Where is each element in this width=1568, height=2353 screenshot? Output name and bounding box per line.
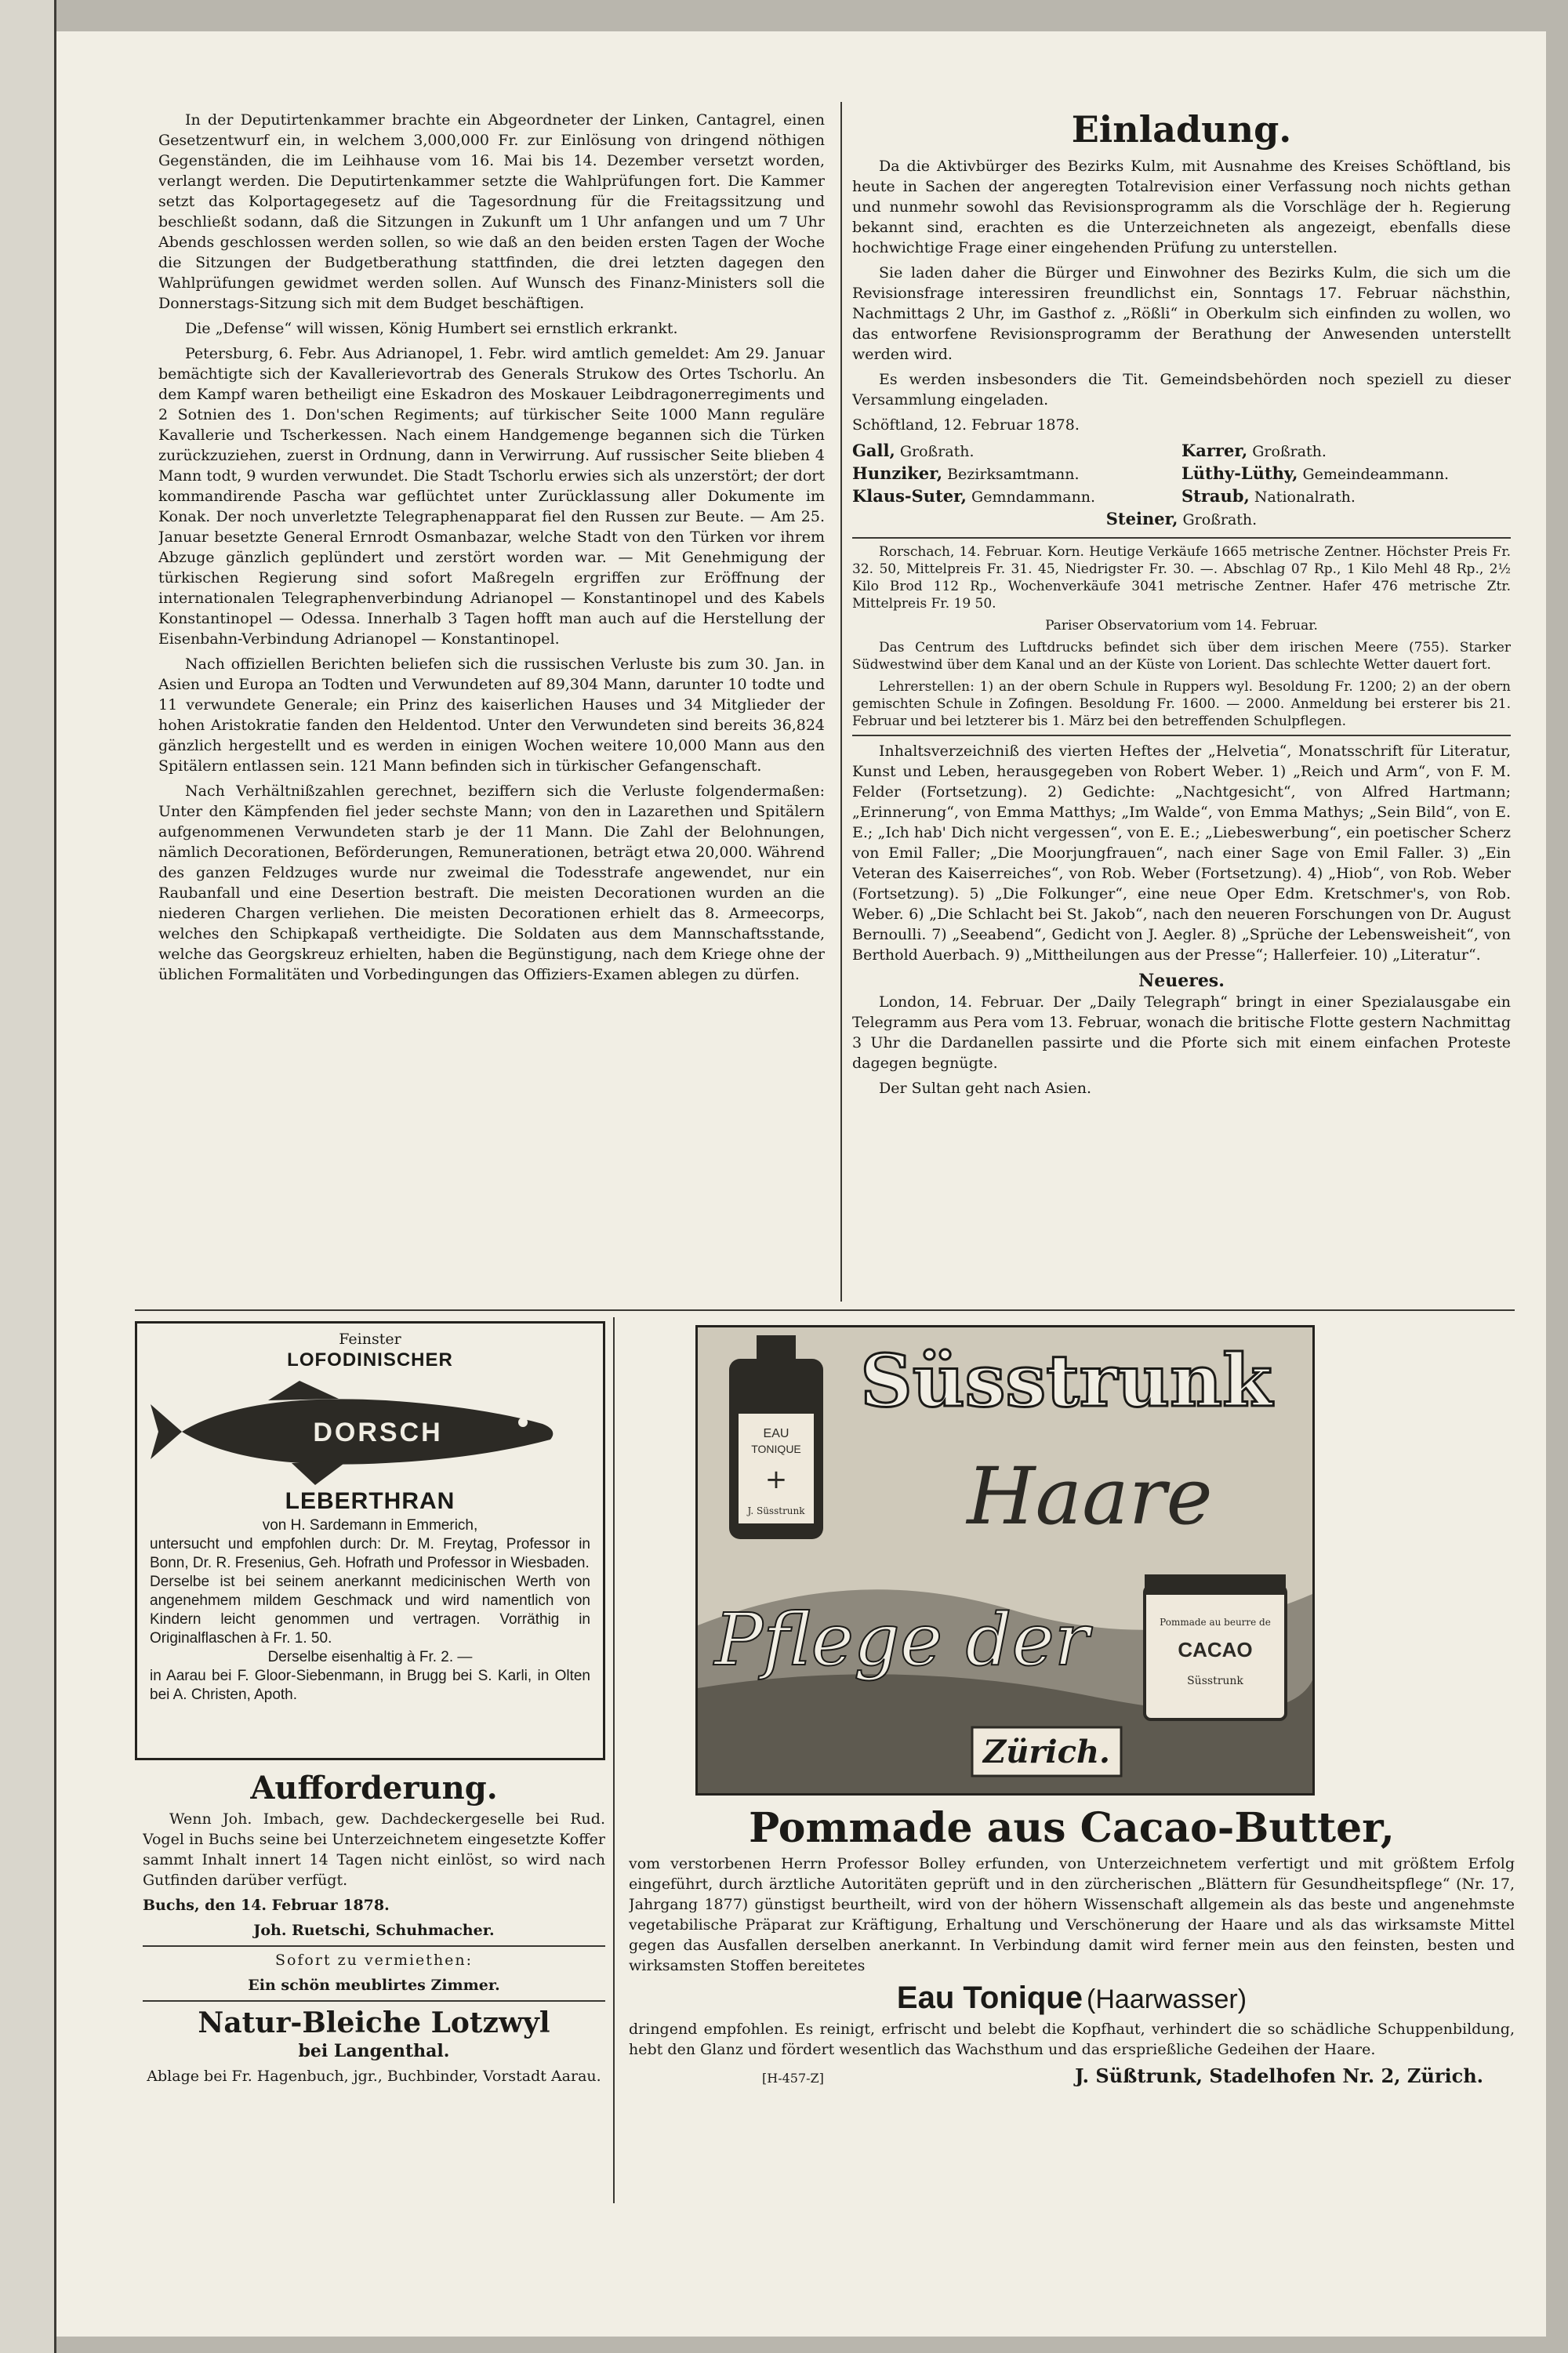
suesstrunk-illustration: [695, 1325, 1315, 1796]
fish-illustration: [151, 1377, 590, 1487]
pommade-headline: Pommade aus Cacao-Butter,: [749, 1804, 1395, 1852]
market-report: Rorschach, 14. Februar. Korn. Heutige Verkäufe 1665 metrische Zentner. Höchster Preis Fr. 32. 50, Mittelpreis Fr. 31. 45, Niedrigster Fr. 30. —. Abschlag 07 Rp., 1 Kilo Mehl 48 Rp., 2½ Kilo Brod 112 Rp., Wochenverkäufe 3041 metrische Zentner. Hafer 476 metrische Ztr. Mittelpreis Fr. 19 50.: [852, 544, 1511, 612]
ad-footer: [629, 2064, 1515, 2087]
suesstrunk-ad-text: [629, 1803, 1515, 2242]
news-column-left: [158, 110, 825, 1302]
ads-column-divider: [613, 1317, 615, 2203]
ad-signature: J. Süßtrunk, Stadelhofen Nr. 2, Zürich.: [1075, 2064, 1483, 2087]
eau-tonique-paren: (Haarwasser): [1087, 1984, 1247, 2014]
ad-line: Derselbe eisenhaltig à Fr. 2. —: [267, 1649, 473, 1665]
eau-tonique-name: Eau Tonique: [896, 1981, 1083, 2015]
notices-column-right: [852, 106, 1511, 1305]
einladung-paragraph: Es werden insbesonders die Tit. Gemeindsbehörden noch speziell zu dieser Versammlung eingeladen.: [852, 371, 1511, 409]
jar-label: Pommade au beurre de: [1160, 1617, 1271, 1628]
ad-line: untersucht und empfohlen durch: Dr. M. Freytag, Professor in Bonn, Dr. R. Fresenius, Geh. Hofrath und Professor in Wiesbaden.: [150, 1536, 590, 1571]
fish-label: DORSCH: [313, 1418, 443, 1447]
neueres-paragraph: Der Sultan geht nach Asien.: [879, 1080, 1092, 1097]
zimmer-line: Ein schön meublirtes Zimmer.: [248, 1977, 500, 1994]
news-paragraph: In der Deputirtenkammer brachte ein Abgeordneter der Linken, Cantagrel, einen Gesetzentwurf ein, in welchem 3,000,000 Fr. zur Einlösung von dringend nöthigen Gegenständen, die im Leihhause vom 16. Mai bis 14. Dezember versetzt worden, verlangt werden. Die Deputirtenkammer setzte die Wahlprüfungen fort. Die Kammer setzt das Kolportagegesetz auf die Tagesordnung für die Freitagssitzung und beschließt sodann, daß die Sitzungen in Zukunft um 1 Uhr anfangen und um 7 Uhr Abends geschlossen werden sollen, so wie daß an den beiden ersten Tagen der Woche die Sitzungen der Budgetberathung stattfinden, die drei letzten dagegen den Wahlprüfungen gewidmet werden sollen. Auf Wunsch des Finanz-Ministers soll die Donnerstags-Sitzung sich mit dem Budget beschäftigen.: [158, 111, 825, 312]
einladung-paragraph: Sie laden daher die Bürger und Einwohner des Bezirks Kulm, die sich um die Revisionsfrage interessiren freundlichst ein, Sonntags 17. Februar nächsthin, Nachmittags 2 Uhr, im Gasthof z. „Rößli“ in Oberkulm sich einfinden zu wollen, wo das entworfene Revisionsprogramm der Berathung der Anwesenden unterstellt werden wird.: [852, 264, 1511, 363]
einladung-paragraph: Da die Aktivbürger des Bezirks Kulm, mit Ausnahme des Kreises Schöftland, bis heute in Sachen der angeregten Totalrevision einer Verfassung noch nichts gethan und nunmehr sowohl das Revisionsprogramm als die Vorschläge der h. Regierung bekannt sind, erachten es die Unterzeichneten als angezeigt, ebenfalls diese hochwichtige Frage einer eingehenden Prüfung zu unterstellen.: [852, 158, 1511, 256]
helvetia-contents: Inhaltsverzeichniß des vierten Heftes der „Helvetia“, Monatsschrift für Literatur, Kunst und Leben, herausgegeben von Robert Weber. 1) „Reich und Arm“, von F. M. Felder (Fortsetzung). 2) Gedichte: „Nachtgesicht“, von Alfred Hartmann; „Erinnerung“, von Emma Matthys; „Im Walde“, von Emma Mathys; „Sein Bild“, von E. E.; „Ich hab' Dich nicht vergessen“, von E. E.; „Liebeswerbung“, ein poetischer Scherz von Emil Faller; „Die Moorjungfrauen“, nach einer Sage von Emil Faller. 3) „Ein Veteran des Kaiserreiches“, von Rob. Weber (Fortsetzung). 4) „Hiob“, von Rob. Weber (Fortsetzung). 5) „Die Folkunger“, eine neue Oper Edm. Kretschmer's, von Rob. Weber. 6) „Die Schlacht bei St. Jakob“, nach den neueren Forschungen von Dr. August Bernoulli. 7) „Seeabend“, Gedicht von J. Aegler. 8) „Sprüche der Lebensweisheit“, von Berthold Auerbach. 9) „Mittheilungen aus der Presse“; Hallerfeier. 10) „Literatur“.: [852, 743, 1511, 964]
aufforderung-signature: Joh. Ruetschi, Schuhmacher.: [253, 1922, 495, 1939]
news-paragraph: Nach offiziellen Berichten beliefen sich die russischen Verluste bis zum 30. Jan. in Asien und Europa an Todten und Verwundeten auf 89,304 Mann, darunter 10 todte und 11 verwundete Generale; ein Prinz des kaiserlichen Hauses und 34 Mitglieder der hohen Aristokratie fanden den Heldentod. Unter den Verwundeten sind bereits 36,824 gänzlich hergestellt und es werden in einigen Wochen weitere 10,000 Mann aus den Spitälern entlassen sein. 121 Mann befinden sich in türkischer Gefangenschaft.: [158, 655, 825, 775]
bleiche-sub: bei Langenthal.: [298, 2041, 450, 2061]
bottle-label: J. Süsstrunk: [747, 1505, 805, 1516]
brand-lettering: Süsstrunk: [860, 1338, 1272, 1423]
aufforderung-heading: Aufforderung.: [250, 1770, 498, 1807]
jar-label: CACAO: [1178, 1638, 1253, 1661]
city-lettering: Zürich.: [983, 1734, 1110, 1770]
aufforderung-date: Buchs, den 14. Februar 1878.: [143, 1897, 390, 1914]
news-paragraph: Nach Verhältnißzahlen gerechnet, beziffern sich die Verluste folgendermaßen: Unter den Kämpfenden fiel jeder sechste Mann; von den in Lazarethen und Spitälern aufgenommenen Verwundeten starb je der 11 Mann. Die Zahl der Belohnungen, nämlich Decorationen, Beförderungen, Remunerationen, beträgt etwa 20,000. Während des ganzen Feldzuges wurde nur zweimal die Todesstrafe angewendet, nur ein Raubanfall und eine Desertion bestraft. Die meisten Decorationen wurden an die niederen Chargen verliehen. Die meisten Decorationen erhielt das 8. Armeecorps, welches den Schipkapaß vertheidigte. Die Soldaten aus dem Mannschaftsstande, welche das Georgskreuz erhielten, haben die Begünstigung, nach dem Kriege ohne der üblichen Formalitäten und Vorbedingungen das Offiziers-Examen ablegen zu dürfen.: [158, 783, 825, 983]
eau-tonique-body: dringend empfohlen. Es reinigt, erfrischt und belebt die Kopfhaut, verhindert die so schädliche Schuppenbildung, hebt den Glanz und fördert wesentlich das Wachsthum und das ersprießliche Gedeihen der Haare.: [629, 2021, 1515, 2058]
news-paragraph: Petersburg, 6. Febr. Aus Adrianopel, 1. Febr. wird amtlich gemeldet: Am 29. Januar bemächtigte sich der Kavallerievortrab des Generals Strukow des Ortes Tschorlu. An dem Kampf waren betheiligt eine Eskadron des Moskauer Leibdragonerregiments und 2 Sotnien des 1. Don'schen Regiments; auf türkischer Seite 1000 Mann reguläre Kavallerie und Tscherkessen. Nach einem Handgemenge begannen sich die Türken zurückzuziehen, zuerst in Ordnung, dann in Verwirrung. Auf russischer Seite blieben 4 Mann todt, 9 wurden verwundet. Die Stadt Tschorlu erwies sich als unzerstört; der dort kommandirende Pascha war geflüchtet unter Zurücklassung aller Dokumente im Konak. Der noch unverletzte Telegraphenapparat fiel den Russen zur Beute. — Am 25. Januar besetzte General Ernrodt Osmanbazar, welche Stadt von den Türken vor ihrem Abzuge gänzlich geplündert und zerstört worden war. — Mit Genehmigung der türkischen Regierung sind sofort Maßregeln ergriffen zur Eröffnung der internationalen Telegraphenverbindung Adrianopel — Konstantinopel und des Kabels Konstantinopel — Odessa. Innerhalb 3 Tagen hofft man auch auf die Herstellung der Eisenbahn-Verbindung Adrianopel — Konstantinopel.: [158, 345, 825, 648]
bottle-label: EAU: [763, 1427, 789, 1440]
einladung-heading: Einladung.: [1071, 108, 1292, 151]
zimmer-line: Sofort zu vermiethen:: [274, 1952, 474, 1969]
leberthran-ad: [135, 1321, 605, 1760]
bleiche-text: Ablage bei Fr. Hagenbuch, jgr., Buchbinder, Vorstadt Aarau.: [147, 2068, 601, 2085]
notice-divider: [143, 1945, 605, 1947]
ad-line: Derselbe ist bei seinem anerkannt medicinischen Werth von angenehmem mildem Geschmack und wird namentlich von Kindern leicht genommen und vertragen. Vorräthig in Originalflaschen à Fr. 1. 50.: [150, 1574, 590, 1647]
ad-line: von H. Sardemann in Emmerich,: [262, 1517, 478, 1534]
bottle-label: TONIQUE: [751, 1443, 801, 1455]
ad-reference: [H-457-Z]: [762, 2071, 824, 2086]
signer-row: Hunziker, Bezirksamtmann. Lüthy-Lüthy, Gemeindeammann.: [852, 463, 1450, 483]
hair-care-artwork: [698, 1327, 1312, 1793]
column-divider: [840, 102, 842, 1302]
notice-divider: [143, 2000, 605, 2002]
tagline-lettering: Pflege der: [714, 1598, 1089, 1682]
weather-report: Das Centrum des Luftdrucks befindet sich über dem irischen Meere (755). Starker Südwestwind über dem Kanal und an der Küste von Lorient. Das schlechte Wetter dauert fort.: [852, 640, 1511, 673]
eau-tonique-line: [629, 1981, 1515, 2016]
news-paragraph: Die „Defense“ will wissen, König Humbert sei ernstlich erkrankt.: [185, 320, 678, 337]
ad-line: Feinster: [339, 1331, 401, 1348]
binding-spine: [0, 0, 56, 2353]
einladung-signers: [852, 440, 1511, 531]
pommade-body: vom verstorbenen Herrn Professor Bolley erfunden, von Unterzeichnetem verfertigt und mit größtem Erfolg eingeführt, durch ärztliche Autoritäten geprüft und in den zürcherischen „Blättern für Gesundheitspflege“ (Nr. 17, Jahrgang 1877) günstigst beurtheilt, wird von der höhern Wissenschaft allgemein als das beste und angenehmste vegetabilische Präparat zur Kräftigung, Erhaltung und Verschönerung der Haare und als das wirksamste Mittel gegen das Ausfallen derselben anerkannt. In Verbindung damit wird ferner mein aus den feinsten, besten und wirksamsten Stoffen bereitetes: [629, 1855, 1515, 1974]
ad-line: in Aarau bei F. Gloor-Siebenmann, in Brugg bei S. Karli, in Olten bei A. Christen, Apoth.: [150, 1668, 590, 1703]
observatory-heading: Pariser Observatorium vom 14. Februar.: [1045, 618, 1318, 634]
neueres-paragraph: London, 14. Februar. Der „Daily Telegraph“ bringt in einer Spezialausgabe ein Telegramm aus Pera vom 13. Februar, wonach die britische Flotte gestern Nachmittag 3 Uhr die Dardanellen passirte und die Pforte sich mit einem einfachen Proteste dagegen begnügte.: [852, 993, 1511, 1072]
aufforderung-text: Wenn Joh. Imbach, gew. Dachdeckergeselle bei Rud. Vogel in Buchs seine bei Unterzeichnetem eingesetzte Koffer sammt Inhalt innert 14 Tagen nicht einlöst, so wird nach Gutfinden darüber verfügt.: [143, 1810, 605, 1889]
bleiche-heading: Natur-Bleiche Lotzwyl: [198, 2006, 550, 2039]
signer-row: Klaus-Suter, Gemndammann. Straub, Nationalrath.: [852, 486, 1356, 506]
tagline-lettering: Haare: [967, 1451, 1213, 1542]
jar-label: Süsstrunk: [1187, 1675, 1243, 1687]
ad-line: LOFODINISCHER: [287, 1349, 453, 1371]
teacher-positions: Lehrerstellen: 1) an der obern Schule in Ruppers wyl. Besoldung Fr. 1200; 2) an der obern gemischten Schule in Zofingen. Besoldung Fr. 1600. — 2000. Anmeldung bei ersterer bis 21. Februar und bei letzterer bis 1. März bei den betreffenden Schulpflegen.: [852, 679, 1511, 729]
newspaper-page: [56, 31, 1546, 2337]
signer-row: Gall, Großrath. Karrer, Großrath.: [852, 441, 1327, 460]
section-divider: [852, 735, 1511, 736]
einladung-date: Schöftland, 12. Februar 1878.: [852, 416, 1080, 434]
section-divider: [852, 537, 1511, 539]
small-notices: [143, 1768, 605, 2191]
neueres-heading: Neueres.: [1138, 971, 1225, 991]
signer-row: Steiner, Großrath.: [1105, 509, 1258, 528]
ad-product: LEBERTHRAN: [285, 1488, 456, 1514]
ads-divider: [135, 1309, 1515, 1311]
svg-text:+: +: [764, 1464, 788, 1495]
